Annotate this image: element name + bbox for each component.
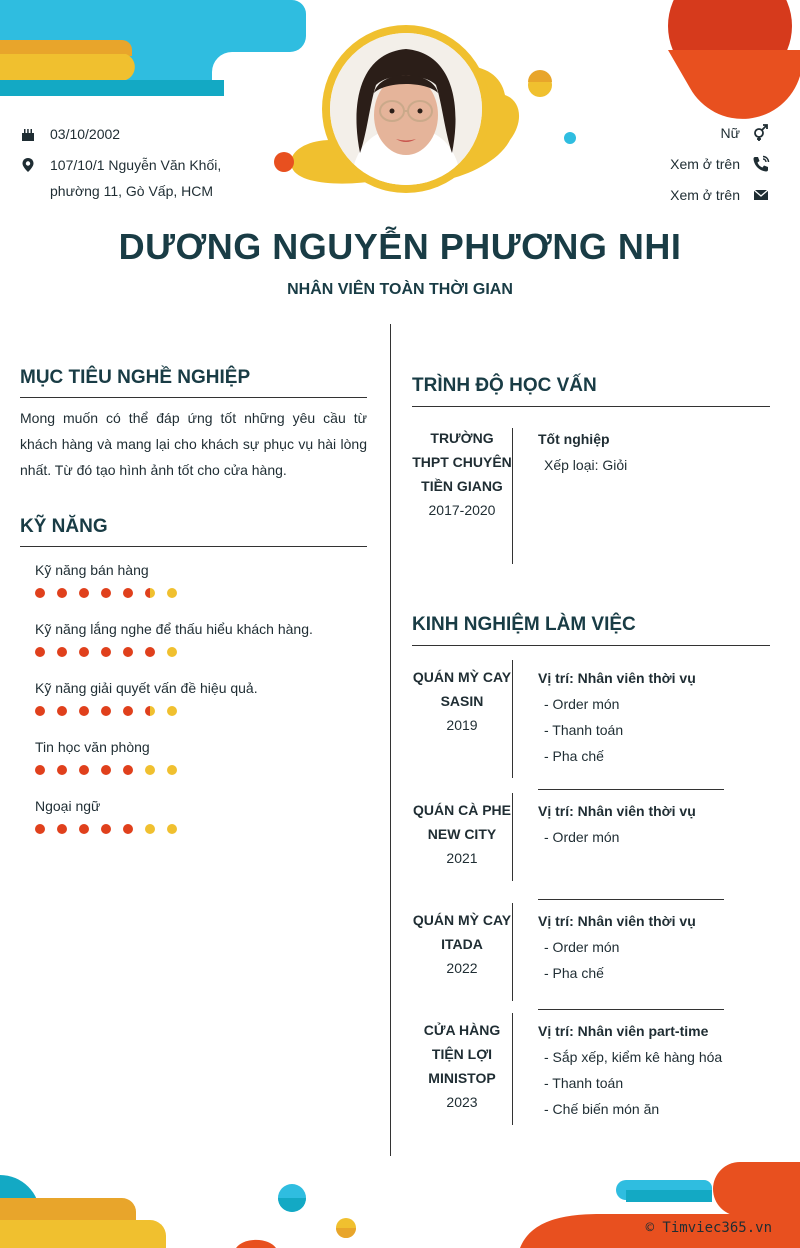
birthday-row (20, 126, 120, 142)
skill-dot (101, 706, 111, 716)
experience-company: QUÁN MỲ CAY SASIN (412, 669, 512, 709)
experience-company-block (412, 665, 512, 737)
experience-company-block (412, 1018, 512, 1114)
skill-dot (101, 588, 111, 598)
cake-icon (20, 126, 36, 142)
envelope-icon (752, 186, 770, 204)
skill-label: Kỹ năng lắng nghe để thấu hiểu khách hàng. (35, 621, 313, 637)
skill-dot (35, 824, 45, 834)
skill-rating (35, 706, 185, 716)
skill-dot (79, 647, 89, 657)
experience-divider (538, 1009, 724, 1010)
experience-year: 2023 (446, 1094, 478, 1110)
experience-detail (538, 1018, 770, 1122)
skill-dot (57, 824, 67, 834)
experience-task: - Pha chế (544, 748, 604, 764)
skill-dot (35, 706, 45, 716)
skill-dot (101, 824, 111, 834)
skill-dot (123, 824, 133, 834)
experience-task: - Order món (544, 696, 620, 712)
skill-dot (79, 588, 89, 598)
address-line-1: 107/10/1 Nguyễn Văn Khối, (50, 157, 222, 173)
skill-dot (79, 824, 89, 834)
skill-rating (35, 765, 185, 775)
skill-dot (167, 765, 177, 775)
experience-company: CỬA HÀNG TIỆN LỢI MINISTOP (423, 1022, 501, 1086)
experience-role: Vị trí: Nhân viên thời vụ (538, 670, 696, 686)
skill-dot (145, 765, 155, 775)
experience-separator (512, 793, 513, 881)
experience-rule (412, 645, 770, 646)
education-school-block (412, 426, 512, 522)
skill-label: Kỹ năng bán hàng (35, 562, 149, 578)
column-divider (390, 324, 391, 1156)
experience-year: 2019 (446, 717, 478, 733)
gender-row (721, 124, 770, 142)
education-separator (512, 428, 513, 564)
experience-task: - Pha chế (544, 965, 604, 981)
skill-dot (35, 765, 45, 775)
experience-separator (512, 660, 513, 778)
objective-title: MỤC TIÊU NGHỀ NGHIỆP (20, 367, 251, 388)
skill-dot (101, 765, 111, 775)
skill-label: Kỹ năng giải quyết vấn đề hiệu quả. (35, 680, 258, 696)
candidate-position: NHÂN VIÊN TOÀN THỜI GIAN (287, 281, 513, 298)
watermark: © Timviec365.vn (645, 1220, 772, 1236)
skill-label: Tin học văn phòng (35, 739, 150, 755)
skill-dot (167, 824, 177, 834)
experience-detail (538, 665, 770, 769)
objective-text: Mong muốn có thể đáp ứng tốt những yêu cầu từ khách hàng và mang lại cho khách sự phục vụ hài lòng nhất. Từ đó tạo hình ảnh tốt cho cửa hàng. (20, 410, 367, 478)
skill-dot (123, 588, 133, 598)
experience-task: - Order món (544, 829, 620, 845)
address-line-2: phường 11, Gò Vấp, HCM (50, 183, 214, 199)
skill-dot (57, 588, 67, 598)
education-years: 2017-2020 (428, 502, 496, 518)
skill-dot (145, 588, 155, 598)
skill-dot (79, 706, 89, 716)
phone-row (670, 155, 770, 173)
skill-dot (35, 647, 45, 657)
skill-dot (35, 588, 45, 598)
education-detail (538, 426, 770, 478)
objective-rule (20, 397, 367, 398)
education-rule (412, 406, 770, 407)
experience-company: QUÁN MỲ CAY ITADA (412, 912, 512, 952)
experience-detail (538, 798, 770, 850)
education-school: TRƯỜNG THPT CHUYÊN TIỀN GIANG (412, 430, 512, 494)
candidate-name: DƯƠNG NGUYỄN PHƯƠNG NHI (118, 226, 682, 267)
skills-rule (20, 546, 367, 547)
skill-dot (79, 765, 89, 775)
skill-dot (123, 765, 133, 775)
email-text: Xem ở trên (670, 187, 740, 203)
portrait-illustration (330, 33, 482, 185)
experience-separator (512, 1013, 513, 1125)
skill-dot (167, 588, 177, 598)
skill-rating (35, 588, 185, 598)
experience-role: Vị trí: Nhân viên thời vụ (538, 803, 696, 819)
experience-year: 2022 (446, 960, 478, 976)
experience-role: Vị trí: Nhân viên part-time (538, 1023, 709, 1039)
experience-task: - Sắp xếp, kiểm kê hàng hóa (544, 1049, 723, 1065)
experience-role: Vị trí: Nhân viên thời vụ (538, 913, 696, 929)
skill-dot (145, 824, 155, 834)
skills-title: KỸ NĂNG (20, 516, 108, 537)
skill-dot (167, 706, 177, 716)
skill-rating (35, 824, 185, 834)
education-title: TRÌNH ĐỘ HỌC VẤN (412, 375, 597, 396)
address-row (20, 157, 221, 199)
experience-task: - Thanh toán (544, 1075, 624, 1091)
skill-label: Ngoại ngữ (35, 798, 101, 814)
experience-year: 2021 (446, 850, 478, 866)
experience-divider (538, 789, 724, 790)
skill-dot (57, 765, 67, 775)
experience-separator (512, 903, 513, 1001)
education-status: Tốt nghiệp (538, 431, 610, 447)
experience-company-block (412, 908, 512, 980)
experience-detail (538, 908, 770, 986)
birthday-text: 03/10/2002 (50, 126, 121, 142)
skill-dot (57, 647, 67, 657)
skill-dot (57, 706, 67, 716)
experience-task: - Thanh toán (544, 722, 624, 738)
email-row (670, 186, 770, 204)
profile-photo (330, 33, 482, 185)
education-grade: Xếp loại: Giỏi (544, 457, 628, 473)
skill-dot (123, 706, 133, 716)
experience-company: QUÁN CÀ PHE NEW CITY (412, 802, 511, 842)
experience-company-block (412, 798, 512, 870)
skill-dot (123, 647, 133, 657)
gender-text: Nữ (720, 125, 740, 141)
phone-text: Xem ở trên (670, 156, 740, 172)
location-pin-icon (20, 157, 36, 173)
gender-icon (752, 124, 770, 142)
skill-dot (145, 706, 155, 716)
skill-rating (35, 647, 185, 657)
experience-title: KINH NGHIỆM LÀM VIỆC (412, 614, 636, 635)
experience-task: - Order món (544, 939, 620, 955)
skill-dot (101, 647, 111, 657)
phone-icon (752, 155, 770, 173)
skill-dot (145, 647, 155, 657)
skill-dot (167, 647, 177, 657)
experience-task: - Chế biến món ăn (544, 1101, 660, 1117)
experience-divider (538, 899, 724, 900)
